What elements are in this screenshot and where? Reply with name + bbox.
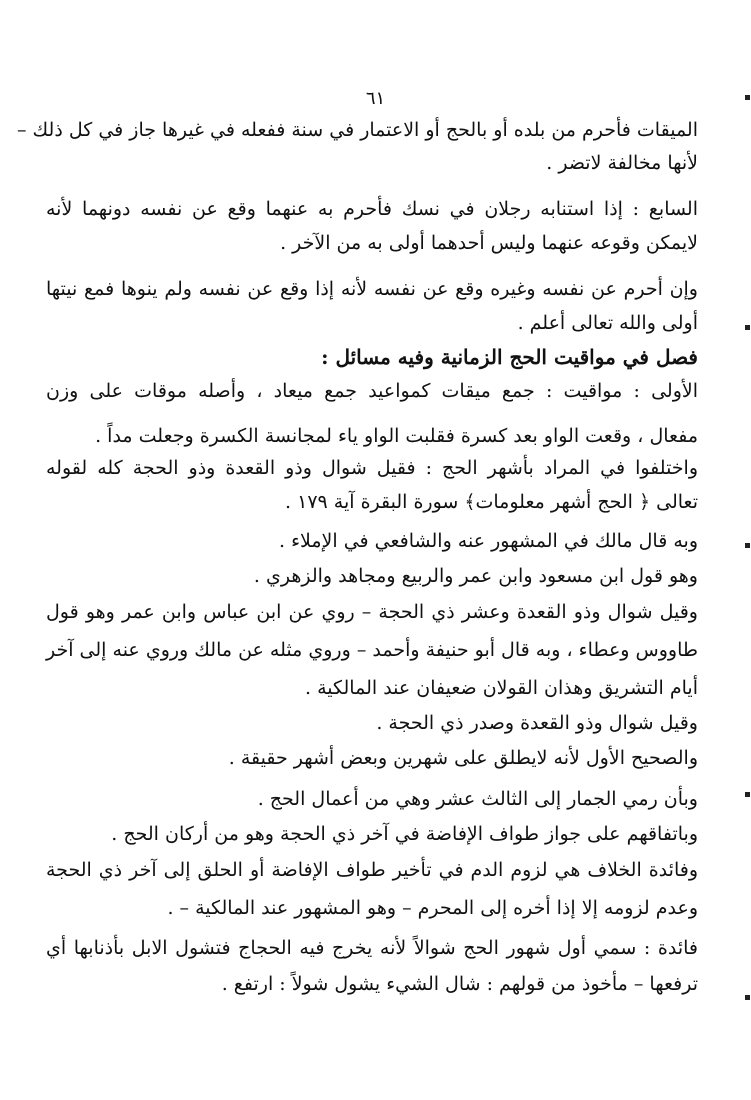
text-line: فائدة : سمي أول شهور الحج شوالاً لأنه يخرج فيه الحجاج فتشول الابل بأذنابها أي (46, 937, 698, 959)
text-line: طاووس وعطاء ، وبه قال أبو حنيفة وأحمد – وروي مثله عن مالك وروي عنه إلى آخر (46, 639, 698, 661)
margin-mark (745, 543, 750, 548)
text-line: وإن أحرم عن نفسه وغيره وقع عن نفسه لأنه إذا وقع عن نفسه ولم ينوها فمع نيتها (46, 278, 698, 300)
text-line: وباتفاقهم على جواز طواف الإفاضة في آخر ذي الحجة وهو من أركان الحج . (111, 823, 698, 845)
text-line: والصحيح الأول لأنه لايطلق على شهرين وبعض أشهر حقيقة . (228, 747, 698, 769)
text-line: أيام التشريق وهذان القولان ضعيفان عند المالكية . (305, 677, 698, 699)
text-line: وقيل شوال وذو القعدة وصدر ذي الحجة . (376, 712, 698, 734)
text-line: أولى والله تعالى أعلم . (517, 312, 698, 334)
text-line: وعدم لزومه إلا إذا أخره إلى المحرم – وهو المشهور عند المالكية – . (167, 897, 698, 919)
page-number: ٦١ (365, 88, 386, 109)
section-heading: فصل في مواقيت الحج الزمانية وفيه مسائل : (321, 345, 698, 369)
margin-mark (745, 95, 750, 100)
text-line: ترفعها – مأخوذ من قولهم : شال الشيء يشول شولاً : ارتفع . (221, 973, 698, 995)
text-line: تعالى ﴿ الحج أشهر معلومات﴾ سورة البقرة آية ١٧٩ . (285, 491, 698, 513)
text-line: لأنها مخالفة لاتضر . (546, 152, 698, 174)
text-line: وبه قال مالك في المشهور عنه والشافعي في الإملاء . (279, 530, 698, 552)
text-line: وفائدة الخلاف هي لزوم الدم في تأخير طواف الإفاضة أو الحلق إلى آخر ذي الحجة (46, 859, 698, 881)
text-line: واختلفوا في المراد بأشهر الحج : فقيل شوال وذو القعدة وذو الحجة كله لقوله (46, 457, 698, 479)
margin-mark (745, 995, 750, 1000)
text-line: وهو قول ابن مسعود وابن عمر والربيع ومجاهد والزهري . (253, 565, 698, 587)
text-line: مفعال ، وقعت الواو بعد كسرة فقلبت الواو ياء لمجانسة الكسرة وجعلت مداً . (95, 425, 698, 447)
text-line: الأولى : مواقيت : جمع ميقات كمواعيد جمع ميعاد ، وأصله موقات على وزن (46, 380, 698, 402)
text-line: لايمكن وقوعه عنهما وليس أحدهما أولى به من الآخر . (280, 232, 698, 254)
margin-mark (745, 792, 750, 797)
text-line: السابع : إذا استنابه رجلان في نسك فأحرم به عنهما وقع عن نفسه دونهما لأنه (46, 198, 698, 220)
text-line: الميقات فأحرم من بلده أو بالحج أو الاعتمار في سنة ففعله في غيرها جاز في كل ذلك – (17, 119, 698, 141)
margin-mark (745, 325, 750, 330)
text-line: وقيل شوال وذو القعدة وعشر ذي الحجة – روي عن ابن عباس وابن عمر وهو قول (46, 601, 698, 623)
text-line: وبأن رمي الجمار إلى الثالث عشر وهي من أعمال الحج . (257, 788, 698, 810)
